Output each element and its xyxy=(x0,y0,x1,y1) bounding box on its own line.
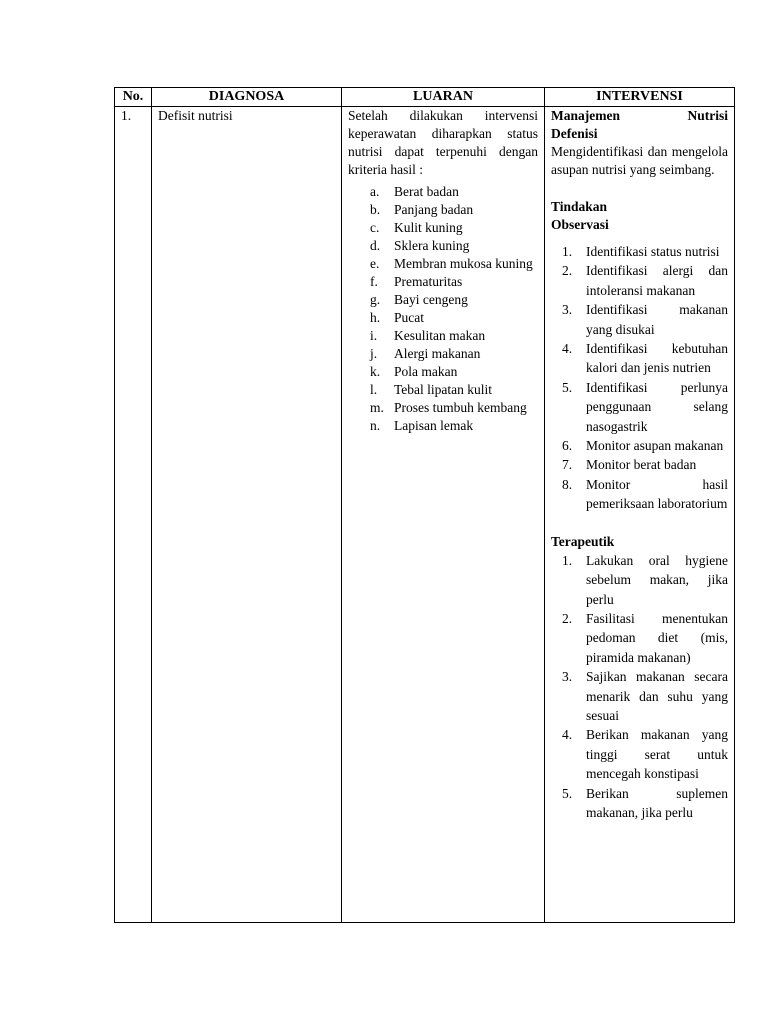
list-item: h. Pucat xyxy=(370,310,424,325)
observasi-list xyxy=(551,242,728,514)
list-item: k. Pola makan xyxy=(370,364,458,379)
luaran-criteria-list xyxy=(348,183,538,435)
list-item: 1. Identifikasi status nutrisi xyxy=(562,244,720,259)
terapeutik-label: Terapeutik xyxy=(551,533,615,549)
list-item: c. Kulit kuning xyxy=(370,220,463,235)
list-item: 3. Identifikasi makanan yang disukai xyxy=(562,302,728,337)
list-item: n. Lapisan lemak xyxy=(370,418,474,433)
luaran-intro: Setelah dilakukan intervensi keperawatan diharapkan status nutrisi dapat terpenuhi dengan kriteria hasil : xyxy=(348,108,538,177)
list-item: a. Berat badan xyxy=(370,184,459,199)
list-item: 5. Berikan suplemen makanan, jika perlu xyxy=(562,785,728,820)
list-item: 1. Lakukan oral hygiene sebelum makan, jika perlu xyxy=(562,552,728,607)
luaran-cell xyxy=(342,107,545,923)
list-item: m. Proses tumbuh kembang xyxy=(370,400,527,415)
list-item: i. Kesulitan makan xyxy=(370,328,486,343)
header-no: No. xyxy=(115,88,152,107)
diagnosa-cell: Defisit nutrisi xyxy=(152,107,342,923)
nursing-care-table xyxy=(114,87,735,923)
definisi-label: Defenisi xyxy=(551,126,598,141)
list-item: j. Alergi makanan xyxy=(370,346,481,361)
list-item: 2. Fasilitasi menentukan pedoman diet (mis, piramida makanan) xyxy=(562,610,728,665)
list-item: l. Tebal lipatan kulit xyxy=(370,382,493,397)
list-item: 2. Identifikasi alergi dan intoleransi makanan xyxy=(562,263,728,298)
list-item: g. Bayi cengeng xyxy=(370,292,468,307)
observasi-label: Observasi xyxy=(551,217,609,232)
row-number: 1. xyxy=(115,107,152,923)
list-item: e. Membran mukosa kuning xyxy=(370,256,533,271)
header-diagnosa: DIAGNOSA xyxy=(152,88,342,107)
list-item: 6. Monitor asupan makanan xyxy=(562,438,724,454)
list-item: 4. Berikan makanan yang tinggi serat untuk mencegah konstipasi xyxy=(562,727,728,782)
intervensi-cell xyxy=(545,107,735,923)
table-row xyxy=(115,107,735,923)
list-item: 3. Sajikan makanan secara menarik dan suhu yang sesuai xyxy=(562,669,728,723)
table-header-row xyxy=(115,88,735,107)
list-item: 5. Identifikasi perlunya penggunaan selang nasogastrik xyxy=(562,379,728,434)
list-item: b. Panjang badan xyxy=(370,202,474,217)
tindakan-label: Tindakan xyxy=(551,199,608,214)
terapeutik-list xyxy=(551,551,728,823)
list-item: 8. Monitor hasil pemeriksaan laboratorium xyxy=(562,476,728,512)
list-item: 7. Monitor berat badan xyxy=(562,457,697,473)
list-item: f. Prematuritas xyxy=(370,274,463,289)
header-luaran: LUARAN xyxy=(342,88,545,107)
intervensi-title: Manajemen Nutrisi xyxy=(551,108,728,123)
list-item: 4. Identifikasi kebutuhan kalori dan jenis nutrien xyxy=(562,341,728,376)
definisi-text: Mengidentifikasi dan mengelola asupan nutrisi yang seimbang. xyxy=(551,144,728,177)
header-intervensi: INTERVENSI xyxy=(545,88,735,107)
list-item: d. Sklera kuning xyxy=(370,238,470,253)
